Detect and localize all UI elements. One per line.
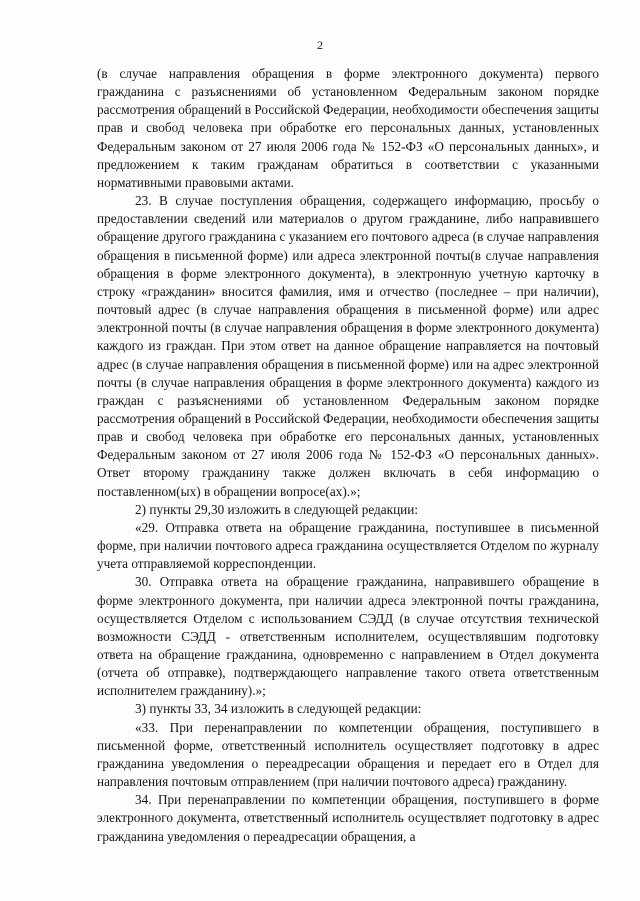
paragraph-amendment-2: 2) пункты 29,30 изложить в следующей редакции:: [135, 501, 419, 517]
paragraph-item-30: 30. Отправка ответа на обращение гражданина, направившего обращение в форме электронного документа, при наличии адреса электронной почты гражданина, осуществляется Отделом с использованием СЭДД (в случае отсутствия технической возможности СЭДД - ответственным исполнителем, осуществлявшим подготовку ответа на обращение гражданина, одновременно с направлением в Отдел документа (отчета об отправке), подтверждающего направление такого ответа ответственным исполнителем гражданину).»;: [97, 574, 599, 699]
paragraph-item-34: 34. При перенаправлении по компетенции обращения, поступившего в форме электронного документа, ответственный исполнитель осуществляет подготовку в адрес гражданина уведомления о переадресации обращения, а: [97, 792, 599, 844]
paragraph-amendment-3: 3) пункты 33, 34 изложить в следующей редакции:: [135, 701, 422, 717]
document-body: [97, 65, 599, 846]
paragraph-continuation: (в случае направления обращения в форме электронного документа) первого гражданина с разъяснениями об установленном Федеральным законом порядке рассмотрения обращений в Российской Федерации, необходимости обеспечения защиты прав и свобод человека при обработке его персональных данных, установленных Федеральным законом от 27 июля 2006 года № 152-ФЗ «О персональных данных», и предложением к таким гражданам обратиться в соответствии с указанными нормативными правовыми актами.: [97, 66, 599, 190]
paragraph-item-33: «33. При перенаправлении по компетенции обращения, поступившего в письменной форме, ответственный исполнитель осуществляет подготовку в адрес гражданина уведомления о переадресации обращения и передает его в Отдел для направления почтовым отправлением (при наличии почтового адреса) гражданину.: [97, 719, 599, 790]
paragraph-item-23: 23. В случае поступления обращения, содержащего информацию, просьбу о предоставлении сведений или материалов о другом гражданине, либо направившего обращение другого гражданина с указанием его почтового адреса (в случае направления обращения в письменной форме) или адреса электронной почты(в случае направления обращения в форме электронного документа), в электронную учетную карточку в строку «гражданин» вносится фамилия, имя и отчество (последнее – при наличии), почтовый адрес (в случае направления обращения в письменной форме) или адрес электронной почты (в случае направления обращения в форме электронного документа) каждого из граждан. При этом ответ на данное обращение направляется на почтовый адрес (в случае направления обращения в письменной форме) или на адрес электронной почты (в случае направления обращения в форме электронного документа) каждого из граждан с разъяснениями об установленном Федеральным законом порядке рассмотрения обращений в Российской Федерации, необходимости обеспечения защиты прав и свобод человека при обработке его персональных данных, установленных Федеральным законом от 27 июля 2006 года № 152-ФЗ «О персональных данных». Ответ второму гражданину также должен включать в себя информацию о поставленном(ых) в обращении вопросе(ах).»;: [97, 193, 599, 499]
paragraph-item-29: «29. Отправка ответа на обращение гражданина, поступившее в письменной форме, при наличии почтового адреса гражданина осуществляется Отделом по журналу учета отправляемой корреспонденции.: [97, 519, 599, 572]
page-number: 2: [317, 38, 323, 52]
